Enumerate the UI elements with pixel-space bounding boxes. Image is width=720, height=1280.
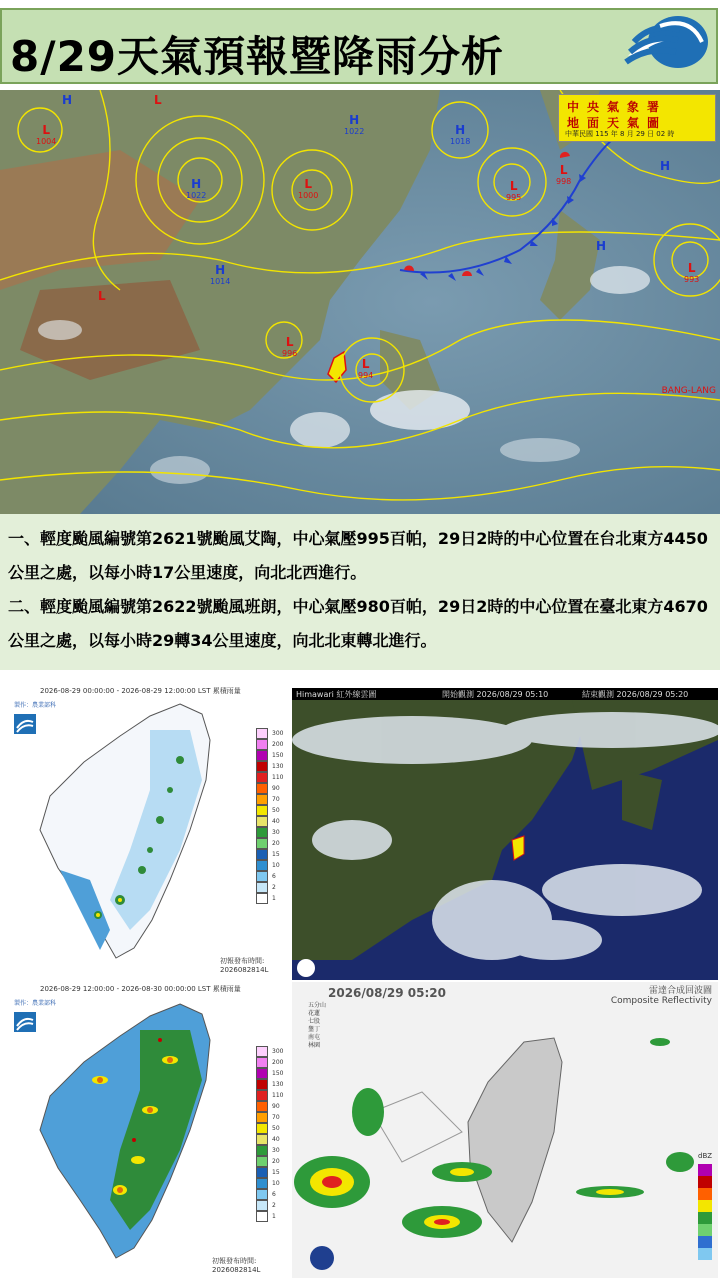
rainfall-scale-label: 300 xyxy=(272,730,284,737)
rainfall-scale-swatch xyxy=(256,1167,268,1178)
pressure-system-low: L xyxy=(154,93,162,107)
rainfall-scale-label: 90 xyxy=(272,1103,280,1110)
rainfall-scale-swatch xyxy=(256,1134,268,1145)
satellite-start: 開始觀測 2026/08/29 05:10 xyxy=(442,690,549,699)
rainfall-scale-label: 20 xyxy=(272,840,280,847)
rainfall-scale-label: 110 xyxy=(272,774,284,781)
legend-date: 中華民國 115 年 8 月 29 日 02 時 xyxy=(565,130,675,138)
rainfall-scale-label: 2 xyxy=(272,884,276,891)
radar-station: 墾丁 xyxy=(308,1026,321,1033)
surface-weather-map xyxy=(0,90,720,514)
radar-station: 林園 xyxy=(308,1042,321,1049)
rainfall-scale-swatch xyxy=(256,750,268,761)
rainfall-scale-label: 130 xyxy=(272,763,284,770)
pressure-system-low: L 1004 xyxy=(36,123,57,146)
rainfall-scale-swatch xyxy=(256,1068,268,1079)
satellite-source: Himawari 紅外線雲圖 xyxy=(296,690,377,699)
rainfall-scale-swatch xyxy=(256,1178,268,1189)
radar-composite-image xyxy=(292,982,718,1278)
pressure-system-low: L 993 xyxy=(684,261,700,284)
radar-station: 南屯 xyxy=(308,1034,321,1041)
satellite-cloud-image xyxy=(292,688,718,980)
radar-title xyxy=(611,986,712,1006)
page-title: 8/29天氣預報暨降雨分析 xyxy=(10,32,505,81)
rainfall-scale-label: 300 xyxy=(272,1048,284,1055)
rainfall-credit: 製作：農業部科 xyxy=(14,702,57,709)
rainfall-scale-label: 40 xyxy=(272,818,280,825)
radar-station: 七股 xyxy=(308,1018,321,1025)
cwa-logo-icon xyxy=(620,12,710,78)
taiwan-rainfall-map xyxy=(30,700,240,960)
weather-map-background xyxy=(0,90,720,514)
satellite-map xyxy=(292,700,718,980)
issue-label: 初報發布時間: xyxy=(212,1257,257,1265)
pressure-system-high: H 1022 xyxy=(186,177,207,200)
typhoon-name-label: BANG-LANG xyxy=(661,386,716,396)
rainfall-scale-swatch xyxy=(256,1145,268,1156)
rainfall-scale-label: 50 xyxy=(272,1125,280,1132)
rainfall-scale-label: 2 xyxy=(272,1202,276,1209)
satellite-end: 結束觀測 2026/08/29 05:20 xyxy=(582,690,689,699)
rainfall-scale-label: 90 xyxy=(272,785,280,792)
rainfall-scale-swatch xyxy=(256,816,268,827)
rainfall-scale-swatch xyxy=(256,1101,268,1112)
rainfall-scale-swatch xyxy=(256,1200,268,1211)
pressure-system-low: L 996 xyxy=(282,335,298,358)
rainfall-period: 2026-08-29 12:00:00 - 2026-08-30 00:00:00 LST 累積雨量 xyxy=(40,985,241,993)
rainfall-scale-swatch xyxy=(256,1123,268,1134)
rainfall-scale-label: 40 xyxy=(272,1136,280,1143)
typhoon-paragraph-1: 一、輕度颱風編號第2621號颱風艾陶，中心氣壓995百帕，29日2時的中心位置在台北東方4450公里之處，以每小時17公里速度，向北北西進行。 xyxy=(8,529,708,582)
rainfall-scale-label: 6 xyxy=(272,1191,276,1198)
rainfall-scale-label: 110 xyxy=(272,1092,284,1099)
rainfall-scale-swatch xyxy=(256,1057,268,1068)
rainfall-map-morning xyxy=(0,680,290,978)
rainfall-scale-swatch xyxy=(256,860,268,871)
rainfall-scale-swatch xyxy=(256,1211,268,1222)
rainfall-map-afternoon xyxy=(0,980,290,1280)
rainfall-scale-swatch xyxy=(256,827,268,838)
pressure-system-low: L 998 xyxy=(556,163,572,186)
satellite-header xyxy=(292,688,718,700)
pressure-system-high: H 1022 xyxy=(344,113,365,136)
pressure-system-low: L 995 xyxy=(506,179,522,202)
rainfall-scale-label: 1 xyxy=(272,1213,276,1220)
rainfall-credit: 製作：農業部科 xyxy=(14,1000,57,1007)
pressure-system-high: H 1018 xyxy=(450,123,471,146)
rainfall-scale-swatch xyxy=(256,871,268,882)
rainfall-scale-label: 70 xyxy=(272,796,280,803)
rainfall-scale-label: 200 xyxy=(272,1059,284,1066)
forecast-text-panel xyxy=(0,514,720,670)
rainfall-scale-label: 30 xyxy=(272,1147,280,1154)
radar-title-zh: 雷達合成回波圖 xyxy=(648,986,712,996)
rainfall-scale-swatch xyxy=(256,805,268,816)
rainfall-scale-swatch xyxy=(256,1090,268,1101)
rainfall-scale-label: 50 xyxy=(272,807,280,814)
rainfall-scale-swatch xyxy=(256,1156,268,1167)
pressure-system-low: L 1000 xyxy=(298,177,319,200)
rainfall-scale-label: 130 xyxy=(272,1081,284,1088)
rainfall-scale-label: 10 xyxy=(272,862,280,869)
rainfall-scale-swatch xyxy=(256,882,268,893)
radar-title-en: Composite Reflectivity xyxy=(610,996,712,1006)
issue-time: 2026082814L xyxy=(212,1266,261,1274)
rainfall-scale-label: 6 xyxy=(272,873,276,880)
pressure-system-high: H xyxy=(596,239,607,253)
radar-time: 2026/08/29 05:20 xyxy=(328,986,446,1000)
rainfall-scale-label: 1 xyxy=(272,895,276,902)
rainfall-scale-label: 20 xyxy=(272,1158,280,1165)
rainfall-scale-label: 30 xyxy=(272,829,280,836)
pressure-system-high: H xyxy=(660,159,671,173)
taiwan-rainfall-map xyxy=(30,1000,240,1262)
rainfall-scale-swatch xyxy=(256,783,268,794)
issue-time: 2026082814L xyxy=(220,966,269,974)
rainfall-scale-label: 15 xyxy=(272,1169,280,1176)
header xyxy=(0,0,720,88)
rainfall-scale-swatch xyxy=(256,772,268,783)
rainfall-scale-swatch xyxy=(256,849,268,860)
legend-map-type: 地面天氣圖 xyxy=(567,116,668,130)
pressure-system-high: H xyxy=(62,93,73,107)
rainfall-scale-swatch xyxy=(256,1112,268,1123)
radar-map xyxy=(292,982,718,1278)
rainfall-scale-swatch xyxy=(256,1189,268,1200)
dbz-colorbar xyxy=(698,1164,712,1260)
rainfall-scale-label: 150 xyxy=(272,752,284,759)
rainfall-scale-swatch xyxy=(256,728,268,739)
rainfall-scale-swatch xyxy=(256,761,268,772)
pressure-system-low: L 994 xyxy=(358,357,374,380)
legend-agency: 中央氣象署 xyxy=(567,100,668,114)
rainfall-scale-swatch xyxy=(256,1079,268,1090)
rainfall-scale-swatch xyxy=(256,1046,268,1057)
rainfall-period: 2026-08-29 00:00:00 - 2026-08-29 12:00:00 LST 累積雨量 xyxy=(40,687,241,695)
rainfall-scale-label: 70 xyxy=(272,1114,280,1121)
dbz-scale xyxy=(698,1152,712,1262)
rainfall-scale-label: 200 xyxy=(272,741,284,748)
pressure-system-high: H 1014 xyxy=(210,263,231,286)
rainfall-scale-swatch xyxy=(256,794,268,805)
rainfall-scale-swatch xyxy=(256,893,268,904)
title-banner xyxy=(0,8,718,84)
pressure-system-low: L xyxy=(98,289,106,303)
radar-station: 五分山 xyxy=(308,1002,327,1009)
weather-map-legend xyxy=(558,94,716,142)
radar-station: 花蓮 xyxy=(308,1010,321,1017)
typhoon-paragraph-2: 二、輕度颱風編號第2622號颱風班朗，中心氣壓980百帕，29日2時的中心位置在臺北東方4670公里之處，以每小時29轉34公里速度，向北北東轉北進行。 xyxy=(8,597,708,650)
issue-label: 初報發布時間: xyxy=(220,957,265,965)
rainfall-scale-label: 10 xyxy=(272,1180,280,1187)
dbz-label: dBZ xyxy=(698,1152,713,1160)
rainfall-scale-swatch xyxy=(256,739,268,750)
rainfall-scale-label: 150 xyxy=(272,1070,284,1077)
rainfall-scale-swatch xyxy=(256,838,268,849)
rainfall-scale-label: 15 xyxy=(272,851,280,858)
